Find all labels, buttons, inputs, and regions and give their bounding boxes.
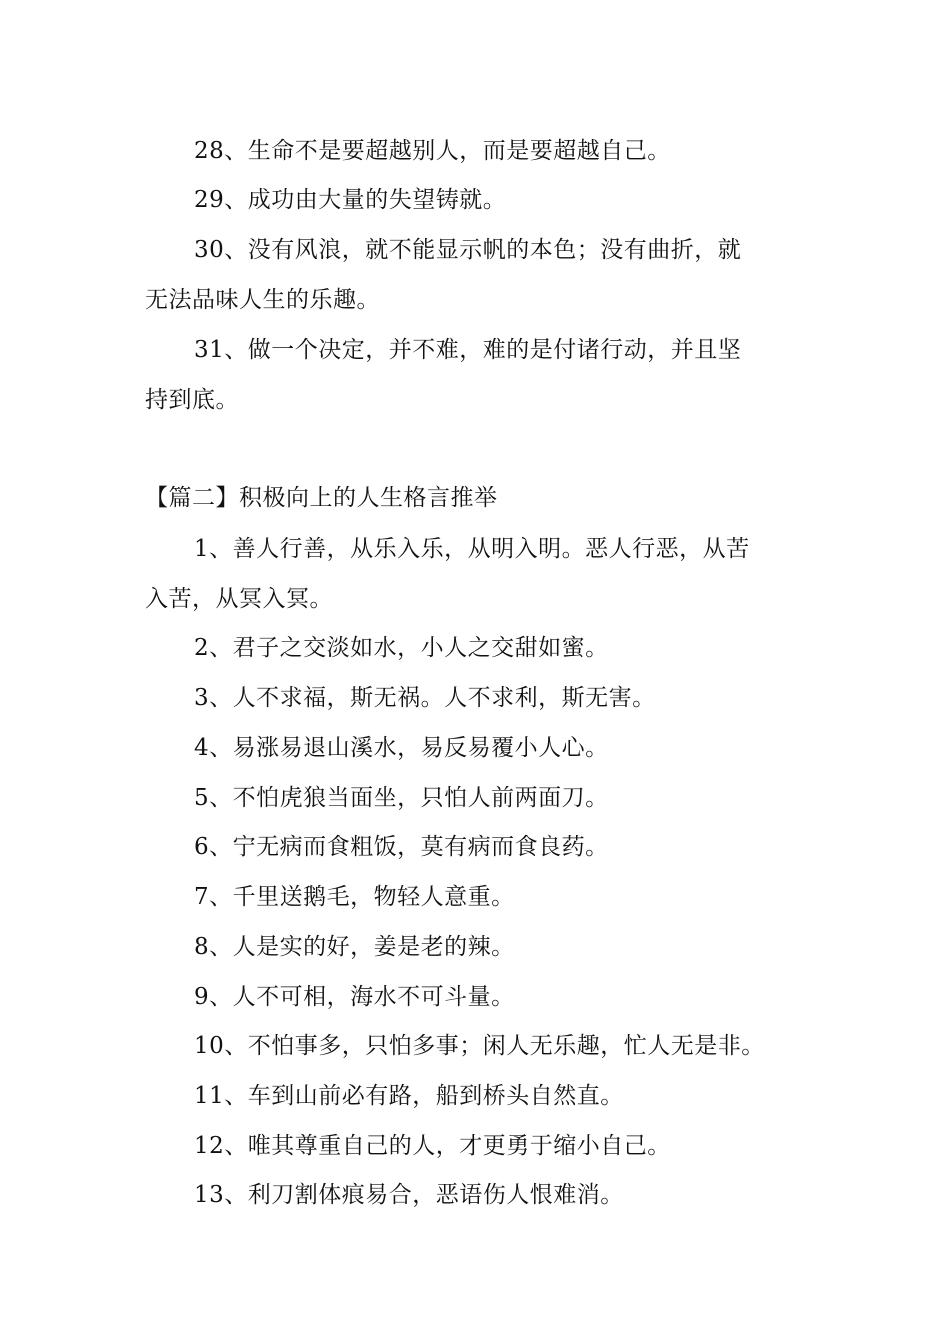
maxim-10: 10、不怕事多，只怕多事；闲人无乐趣，忙人无是非。 — [194, 1033, 765, 1059]
quote-28: 28、生命不是要超越别人，而是要超越自己。 — [194, 138, 671, 164]
quote-31-line-1: 31、做一个决定，并不难，难的是付诸行动，并且坚 — [194, 337, 742, 363]
maxim-1-line-1: 1、善人行善，从乐入乐，从明入明。恶人行恶，从苦 — [194, 536, 750, 562]
maxim-12: 12、唯其尊重自己的人，才更勇于缩小自己。 — [194, 1133, 671, 1159]
quote-31-line-2: 持到底。 — [145, 387, 239, 413]
quote-30-line-1: 30、没有风浪，就不能显示帆的本色；没有曲折，就 — [194, 237, 742, 263]
quote-29: 29、成功由大量的失望铸就。 — [194, 187, 507, 213]
maxim-11: 11、车到山前必有路，船到桥头自然直。 — [194, 1083, 624, 1109]
maxim-9: 9、人不可相，海水不可斗量。 — [194, 984, 515, 1010]
maxim-3: 3、人不求福，斯无祸。人不求利，斯无害。 — [194, 685, 656, 711]
maxim-1-line-2: 入苦，从冥入冥。 — [145, 586, 333, 612]
maxim-6: 6、宁无病而食粗饭，莫有病而食良药。 — [194, 834, 609, 860]
maxim-7: 7、千里送鹅毛，物轻人意重。 — [194, 884, 515, 910]
maxim-4: 4、易涨易退山溪水，易反易覆小人心。 — [194, 735, 609, 761]
maxim-13: 13、利刀割体痕易合，恶语伤人恨难消。 — [194, 1182, 624, 1208]
maxim-5: 5、不怕虎狼当面坐，只怕人前两面刀。 — [194, 785, 609, 811]
maxim-2: 2、君子之交淡如水，小人之交甜如蜜。 — [194, 635, 609, 661]
section-heading: 【篇二】积极向上的人生格言推举 — [145, 485, 498, 511]
quote-30-line-2: 无法品味人生的乐趣。 — [145, 287, 380, 313]
maxim-8: 8、人是实的好，姜是老的辣。 — [194, 934, 515, 960]
